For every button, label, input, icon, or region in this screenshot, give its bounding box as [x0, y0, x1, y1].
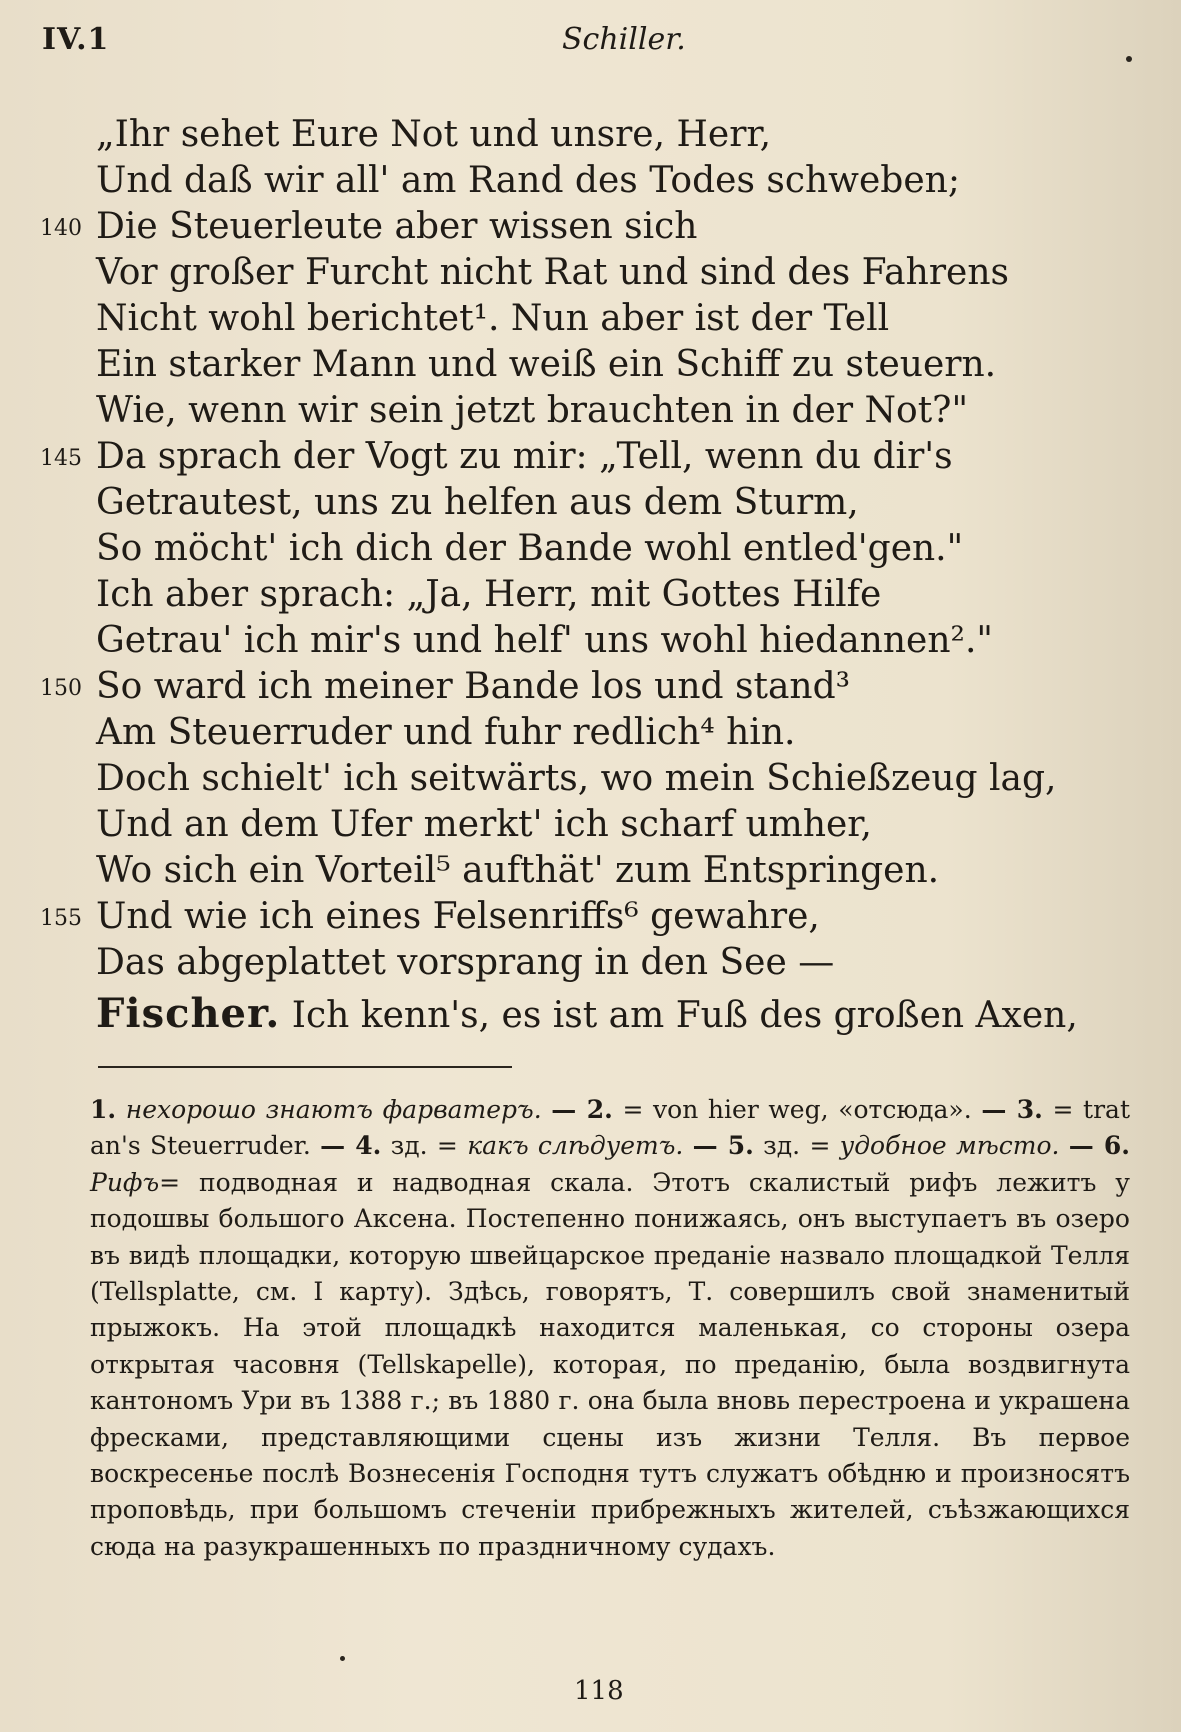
verse-line — [40, 342, 1040, 388]
verse-text: Ein starker Mann und weiß ein Schiff zu steuern. — [96, 344, 997, 385]
footnote-text: = trat an's Steuerruder. — [90, 1095, 1130, 1161]
section-mark: IV.1 — [42, 22, 110, 57]
verse-text: Am Steuerruder und fuhr redlich⁴ hin. — [96, 712, 796, 753]
verse-line — [40, 710, 1040, 756]
footnote-text: = von hier weg, «отсюда». — [622, 1095, 972, 1124]
footnote-text: какъ слѣдуетъ. — [467, 1131, 684, 1161]
verse-line — [40, 526, 1040, 572]
verse-line — [40, 296, 1040, 342]
footnote-text: = подводная и надводная скала. Этотъ скалистый рифъ лежитъ у подошвы большого Аксена. Постепенно понижаясь, онъ выступаетъ въ озеро въ видѣ площадки, которую швейцарское преданіе назвало площадкой Телля (Tellsplatte, см. I карту). Здѣсь, говорятъ, Т. совершилъ свой знаменитый прыжокъ. На этой площадкѣ находится маленькая, со стороны озера открытая часовня (Tellskapelle), которая, по преданію, была воздвигнута кантономъ Ури въ 1388 г.; въ 1880 г. она была вновь перестроена и украшена фресками, представляющими сцены изъ жизни Телля. Въ первое воскресенье послѣ Вознесенія Господня тутъ служатъ обѣдню и произносятъ проповѣдь, при большомъ стеченіи прибрежныхъ жителей, съѣзжающихся сюда на разукрашенныхъ по праздничному судахъ. — [90, 1167, 1130, 1561]
verse-line — [40, 756, 1057, 802]
verse-text: Und wie ich eines Felsenriffs⁶ gewahre, — [96, 896, 820, 937]
footnotes — [90, 1092, 1130, 1565]
verse-line — [40, 388, 1040, 434]
verse-text: Ich aber sprach: „Ja, Herr, mit Gottes Hilfe — [96, 574, 882, 615]
verse-line — [40, 848, 1040, 894]
verse-line — [40, 158, 1040, 204]
footnote-number: — 3. — [981, 1095, 1043, 1124]
speaker-text: Ich kenn's, es ist am Fuß des großen Axen, — [291, 995, 1078, 1036]
verse-text: Da sprach der Vogt zu mir: „Tell, wenn du dir's — [96, 436, 953, 477]
verse-line — [40, 250, 1040, 296]
footnote-term: Рифъ — [90, 1167, 160, 1197]
verse-text: Und daß wir all' am Rand des Todes schweben; — [96, 160, 960, 201]
verse-line — [40, 802, 1040, 848]
verse-text: Wo sich ein Vorteil⁵ aufthät' zum Entspringen. — [96, 850, 940, 891]
running-head — [42, 22, 1121, 62]
verse-line — [40, 572, 1040, 618]
speck — [340, 1656, 345, 1661]
footnote-prefix: зд. = — [763, 1131, 831, 1161]
verse-line — [40, 940, 1040, 986]
verse-line — [40, 664, 1040, 710]
footnote-number: 1. — [90, 1095, 117, 1124]
verse-line — [40, 894, 1040, 940]
verse-text: So möcht' ich dich der Bande wohl entled'gen." — [96, 528, 964, 569]
line-number: 150 — [40, 676, 82, 701]
footnote-number: — 6. — [1068, 1131, 1130, 1161]
verse-text: Die Steuerleute aber wissen sich — [96, 206, 698, 247]
speck — [1126, 56, 1132, 62]
footnote-number: — 4. — [320, 1131, 382, 1161]
verse-text: Nicht wohl berichtet¹. Nun aber ist der Tell — [96, 298, 890, 339]
verse-block — [40, 112, 1078, 1042]
verse-text: Und an dem Ufer merkt' ich scharf umher, — [96, 804, 873, 845]
running-title: Schiller. — [562, 22, 686, 57]
speaker-name: Fischer. — [96, 990, 281, 1037]
footnote-number: — 5. — [692, 1131, 754, 1161]
speaker-line-content — [96, 986, 1078, 1044]
verse-text: Doch schielt' ich seitwärts, wo mein Schießzeug lag, — [96, 758, 1057, 799]
speaker-line — [40, 986, 1078, 1042]
line-number: 140 — [40, 216, 82, 241]
verse-text: „Ihr sehet Eure Not und unsre, Herr, — [96, 114, 772, 155]
verse-text: So ward ich meiner Bande los und stand³ — [96, 666, 851, 707]
footnote-text: удобное мѣсто. — [839, 1131, 1060, 1161]
verse-text: Das abgeplattet vorsprang in den See — — [96, 942, 835, 983]
verse-line — [40, 618, 1040, 664]
line-number: 145 — [40, 446, 82, 471]
verse-line — [40, 480, 1040, 526]
line-number: 155 — [40, 906, 82, 931]
page-number: 118 — [574, 1676, 624, 1706]
footnote-rule — [98, 1066, 512, 1068]
footnote-text: нехорошо знаютъ фарватеръ. — [125, 1095, 542, 1124]
footnote-number: — 2. — [551, 1095, 613, 1124]
verse-line — [40, 112, 1040, 158]
verse-text: Getrau' ich mir's und helf' uns wohl hiedannen²." — [96, 620, 993, 661]
verse-text: Getrautest, uns zu helfen aus dem Sturm, — [96, 482, 859, 523]
verse-line — [40, 204, 1040, 250]
verse-line — [40, 434, 1040, 480]
footnote-prefix: зд. = — [390, 1131, 458, 1161]
verse-text: Wie, wenn wir sein jetzt brauchten in der Not?" — [96, 390, 969, 431]
verse-text: Vor großer Furcht nicht Rat und sind des Fahrens — [96, 252, 1009, 293]
